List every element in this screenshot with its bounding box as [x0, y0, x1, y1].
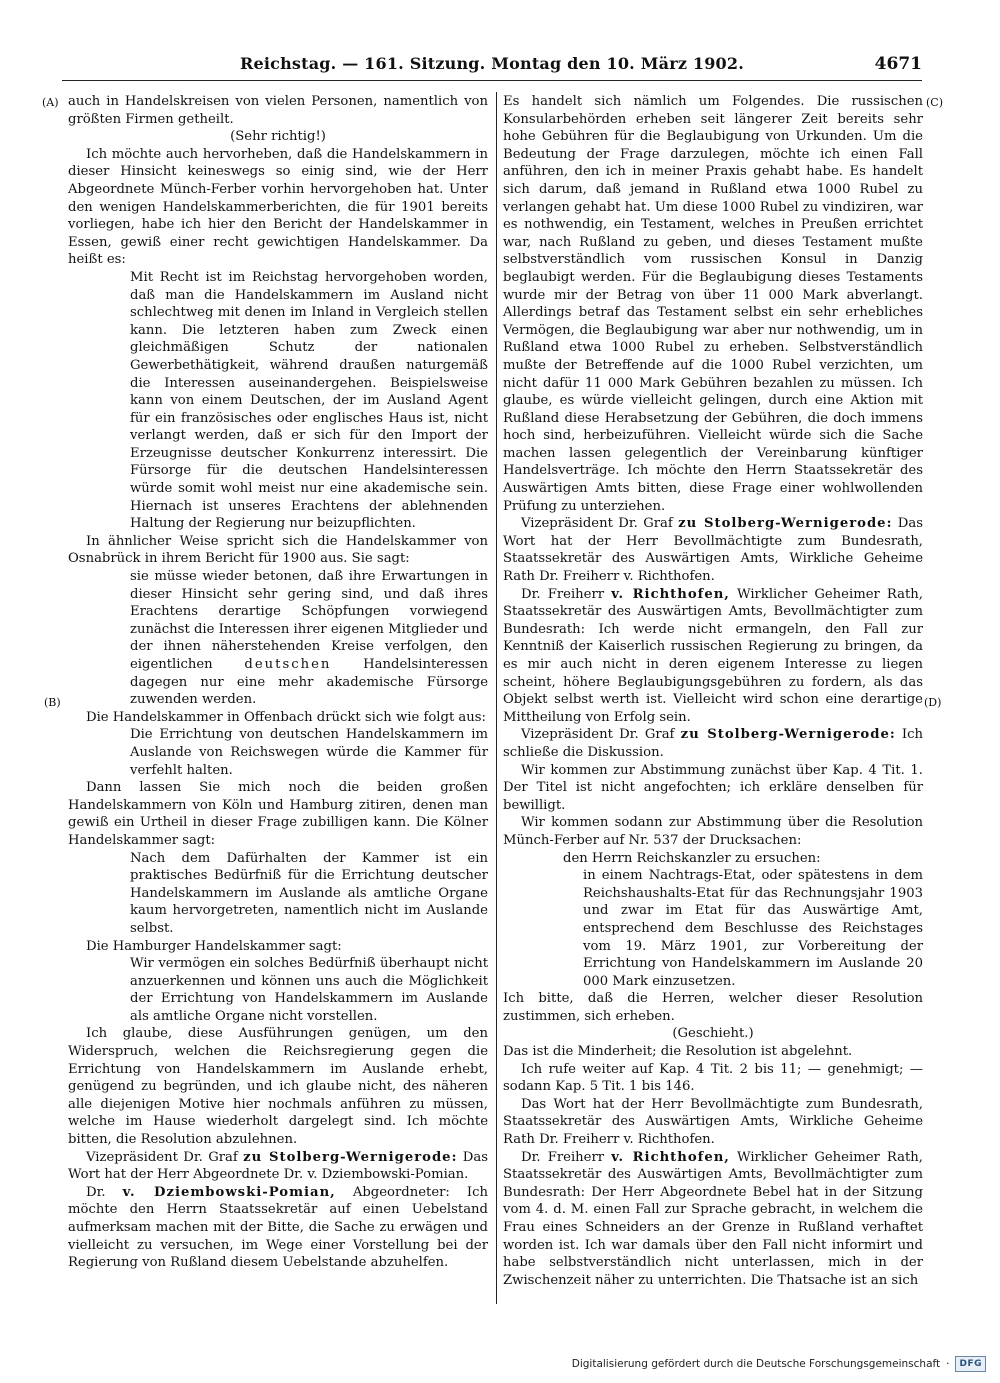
- speech-text: Das Wort hat der Herr Bevollmächtigte zum Bundesrath, Staatssekretär des Auswärtigen Amts, Wirkliche Geheime Rath Dr. Freiherr v. Richthofen.: [503, 516, 923, 585]
- paragraph: Ich möchte auch hervorheben, daß die Handelskammern in dieser Hinsicht keineswegs so einig sind, wie der Herr Abgeordnete Münch-Ferber vorhin hervorgehoben hat. Unter den wenigen Handelskammerberichten, die für 1901 bereits vorliegen, habe ich hier den Bericht der Handelskammer in Essen, gewiß einer recht gewichtigen Handelskammer. Da heißt es:: [68, 146, 488, 268]
- speaker-name: zu Stolberg-Wernigerode:: [678, 516, 893, 532]
- speech-text: Wirklicher Geheimer Rath, Staatssekretär des Auswärtigen Amts, Bevollmächtigter zum Bundesrath: Der Herr Abgeordnete Bebel hat in der Sitzung vom 4. d. M. einen Fall zur Sprache gebracht, in welchem die Frau eines Schneiders an der Grenze in Rußland verhaftet worden ist. Ich war damals über den Fall nicht informirt und habe selbstverständlich nicht unterlassen, mich in der Zwischenzeit näher zu unterrichten. Die Thatsache ist an sich: [503, 1149, 923, 1288]
- paragraph: Die Handelskammer in Offenbach drückt sich wie folgt aus:: [86, 709, 486, 725]
- paragraph: Die Hamburger Handelskammer sagt:: [86, 938, 342, 954]
- paragraph: Es handelt sich nämlich um Folgendes. Die russischen Konsularbehörden erheben seit längerer Zeit bereits sehr hohe Gebühren für die Beglaubigung von Urkunden. Um die Bedeutung der Frage darzulegen, möchte ich einen Fall anführen, den ich in meiner Praxis gehabt habe. Es handelt sich darum, daß jemand in Rußland etwa 1000 Rubel zu verlangen gehabt hat. Um diese 1000 Rubel zu vindiziren, war es nothwendig, ein Testament, welches in Preußen errichtet war, nach Rußland zu geben, und dieses Testament mußte selbstverständlich vom russischen Konsul in Danzig beglaubigt werden. Für die Beglaubigung dieses Testaments wurde mir der Betrag von über 11 000 Mark abverlangt. Allerdings betraf das Testament selbst ein sehr erhebliches Vermögen, die Beglaubigung war aber nur nothwendig, um in Rußland etwa 1000 Rubel zu erheben. Selbstverständlich mußte der Betreffende auf die 1000 Rubel verzichten, um nicht dafür 11 000 Mark Gebühren bezahlen zu müssen. Ich glaube, es würde vielleicht gelingen, durch eine Aktion mit Rußland diese Herabsetzung der Gebühren, die doch immens hoch sind, herbeizuführen. Vielleicht würde sich die Sache machen lassen gelegentlich der Vereinbarung künftiger Handelsverträge. Ich möchte den Herrn Staatssekretär des Auswärtigen Amts bitten, diese Frage einer wohlwollenden Prüfung zu unterziehen.: [503, 94, 923, 514]
- speaker-paragraph: [68, 1184, 488, 1272]
- quote-text: sie müsse wieder betonen, daß ihre Erwartungen in dieser Hinsicht sehr gering sind, und daß ihres Erachtens derartige Schöpfungen vorwiegend zunächst die Interessen ihrer eigenen Mitglieder und der ihnen näherstehenden Kreise verfolgen, den eigentlichen: [130, 569, 488, 672]
- right-column: [503, 93, 923, 1289]
- paragraph: Wir kommen sodann zur Abstimmung über die Resolution Münch-Ferber auf Nr. 537 der Drucksachen:: [503, 815, 923, 848]
- margin-marker-d: (D): [924, 696, 942, 709]
- left-column: [68, 93, 488, 1272]
- speaker-name: zu Stolberg-Wernigerode:: [243, 1149, 458, 1165]
- interjection: (Sehr richtig!): [230, 129, 326, 145]
- speaker-paragraph: [68, 1149, 488, 1184]
- quotation: Mit Recht ist im Reichstag hervorgehoben worden, daß man die Handelskammern im Ausland nicht schlechtweg mit denen im Inland in Vergleich stellen kann. Die letzteren haben zum Zweck einen gleichmäßigen Schutz der nationalen Gewerbethätigkeit, während draußen naturgemäß die Interessen auseinandergehen. Beispielsweise kann von einem Deutschen, der im Ausland Agent für ein französisches oder englisches Haus ist, nicht verlangt werden, daß er sich für den Import der Erzeugnisse deutscher Konkurrenz interessirt. Die Fürsorge für die deutschen Handelsinteressen würde somit wohl meist nur eine akademische sein. Hiernach ist unseres Erachtens der ablehnenden Haltung der Regierung nur beizupflichten.: [130, 269, 488, 532]
- speech-text: Ich schließe die Diskussion.: [503, 727, 923, 760]
- speaker-title: Dr. Freiherr: [521, 1149, 605, 1165]
- paragraph: Ich glaube, diese Ausführungen genügen, um den Widerspruch, welchen die Reichsregierung gegen die Errichtung von Handelskammern im Auslande erhebt, genügend zu begründen, und ich glaube nicht, des näheren alle diejenigen Motive hier nochmals anführen zu müssen, welche im Hause wiederholt dargelegt sind. Ich möchte bitten, die Resolution abzulehnen.: [68, 1026, 488, 1148]
- paragraph: In ähnlicher Weise spricht sich die Handelskammer von Osnabrück in ihrem Bericht für 1900 aus. Sie sagt:: [68, 533, 488, 567]
- speaker-title: Vizepräsident Dr. Graf: [86, 1149, 238, 1165]
- quotation: Die Errichtung von deutschen Handelskammern im Auslande von Reichswegen würde die Kammer für verfehlt halten.: [130, 727, 488, 778]
- speaker-title: Dr. Freiherr: [521, 586, 605, 602]
- speaker-title: Vizepräsident Dr. Graf: [521, 516, 673, 532]
- speaker-name: v. Dziembowski-Pomian,: [122, 1184, 336, 1200]
- paragraph: Dann lassen Sie mich noch die beiden großen Handelskammern von Köln und Hamburg zitiren, denen man gewiß ein Urtheil in dieser Frage zubilligen kann. Die Kölner Handelskammer sagt:: [68, 780, 488, 848]
- speech-text: Das Wort hat der Herr Abgeordnete Dr. v. Dziembowski-Pomian.: [68, 1149, 488, 1183]
- column-divider: [496, 92, 497, 1304]
- funding-notice: Digitalisierung gefördert durch die Deutsche Forschungsgemeinschaft: [571, 1358, 941, 1370]
- speaker-paragraph: [503, 515, 923, 585]
- dfg-logo-icon: DFG: [955, 1356, 986, 1372]
- margin-marker-a: (A): [42, 96, 59, 109]
- quotation: den Herrn Reichskanzler zu ersuchen:: [563, 850, 821, 866]
- quotation: Nach dem Dafürhalten der Kammer ist ein praktisches Bedürfniß für die Errichtung deutscher Handelskammern im Auslande als amtliche Organe kaum hervorgetreten, namentlich nicht im Auslande selbst.: [130, 850, 488, 936]
- speaker-title: Dr.: [86, 1184, 106, 1200]
- quote-text: Handelsinteressen dagegen nur eine mehr akademische Fürsorge zuwenden werden.: [130, 657, 488, 708]
- paragraph: Ich rufe weiter auf Kap. 4 Tit. 2 bis 11; — genehmigt; — sodann Kap. 5 Tit. 1 bis 146.: [503, 1061, 923, 1095]
- speech-text: Wirklicher Geheimer Rath, Staatssekretär des Auswärtigen Amts, Bevollmächtigter zum Bundesrath: Ich werde nicht ermangeln, den Fall zur Kenntniß der Kaiserlich russischen Regierung zu bringen, da es mir auch nicht in deren eigenem Interesse zu liegen scheint, höhere Beglaubigungsgebühren zu fordern, als das Objekt selbst werth ist. Vielleicht wird schon eine derartige Mittheilung von Erfolg sein.: [503, 586, 923, 725]
- emphasis: deutschen: [244, 657, 332, 672]
- page-header: [62, 54, 922, 78]
- paragraph: Das ist die Minderheit; die Resolution ist abgelehnt.: [503, 1044, 853, 1060]
- page-number: 4671: [874, 54, 922, 74]
- speaker-name: v. Richthofen,: [611, 586, 730, 602]
- speaker-name: zu Stolberg-Wernigerode:: [680, 727, 896, 743]
- speaker-paragraph: [503, 726, 923, 761]
- margin-marker-c: (C): [926, 96, 943, 109]
- speaker-title: Vizepräsident Dr. Graf: [521, 727, 675, 743]
- paragraph: Wir kommen zur Abstimmung zunächst über Kap. 4 Tit. 1. Der Titel ist nicht angefochten; ich erkläre denselben für bewilligt.: [503, 762, 923, 813]
- speaker-paragraph: [503, 586, 923, 727]
- footer: [572, 1355, 986, 1373]
- speaker-paragraph: [503, 1149, 923, 1290]
- paragraph: Ich bitte, daß die Herren, welcher dieser Resolution zustimmen, sich erheben.: [503, 991, 923, 1024]
- quotation: [130, 568, 488, 709]
- header-rule: [62, 80, 922, 81]
- speaker-name: v. Richthofen,: [611, 1149, 730, 1165]
- running-title: Reichstag. — 161. Sitzung. Montag den 10. März 1902.: [239, 54, 744, 73]
- speech-text: Abgeordneter: Ich möchte den Herrn Staatssekretär auf einen Uebelstand aufmerksam machen mit der Bitte, die Sache zu erwägen und vielleicht zu versuchen, im Wege einer Vorstellung bei der Regierung von Rußland diesem Uebelstande abzuhelfen.: [68, 1184, 488, 1271]
- paragraph: Das Wort hat der Herr Bevollmächtigte zum Bundesrath, Staatssekretär des Auswärtigen Amts, Wirkliche Geheime Rath Dr. Freiherr v. Richthofen.: [503, 1096, 923, 1148]
- paragraph: auch in Handelskreisen von vielen Personen, namentlich von größten Firmen getheilt.: [68, 94, 488, 127]
- separator-dot: ·: [946, 1358, 950, 1370]
- quotation: in einem Nachtrags-Etat, oder spätestens in dem Reichshaushalts-Etat für das Rechnungsjahr 1903 und zwar im Etat für das Auswärtige Amt, entsprechend dem Beschlusse des Reichstages vom 19. März 1901, zur Vorbereitung der Errichtung von Handelskammern im Auslande 20 000 Mark einzusetzen.: [583, 868, 923, 989]
- quotation: Wir vermögen ein solches Bedürfniß überhaupt nicht anzuerkennen und können uns auch die Möglichkeit der Errichtung von Handelskammern im Auslande als amtliche Organe nicht vorstellen.: [130, 956, 488, 1024]
- interjection: (Geschieht.): [672, 1026, 754, 1042]
- margin-marker-b: (B): [44, 696, 61, 709]
